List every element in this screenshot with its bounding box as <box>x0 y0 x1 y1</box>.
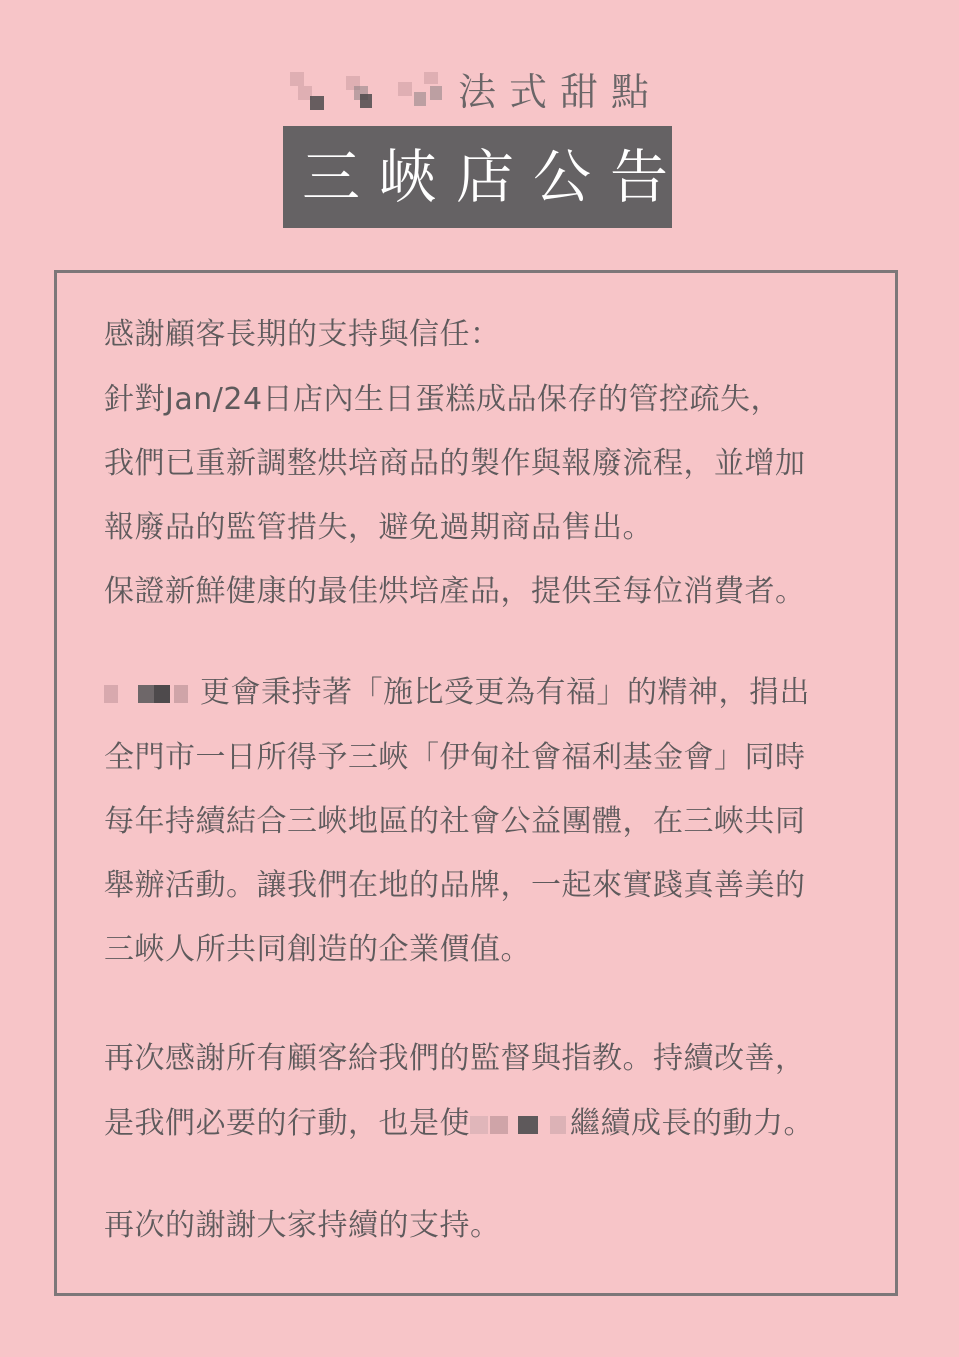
paragraph3-line2-text-b: 繼續成長的動力。 <box>570 1106 814 1141</box>
paragraph1-line2: 我們已重新調整烘培商品的製作與報廢流程，並增加 <box>104 446 806 481</box>
brand-name-mosaic-inline-2 <box>470 1110 570 1140</box>
paragraph1-line4: 保證新鮮健康的最佳烘培產品，提供至每位消費者。 <box>104 574 806 609</box>
paragraph2-line5: 三峽人所共同創造的企業價值。 <box>104 932 531 967</box>
paragraph3-line2 <box>104 1104 814 1144</box>
paragraph2-line2: 全門市一日所得予三峽「伊甸社會福利基金會」同時 <box>104 740 806 775</box>
page-title: 三峽店公告 <box>283 126 672 228</box>
brand-name-mosaic-inline <box>104 679 200 709</box>
paragraph1-line3: 報廢品的監管措失，避免過期商品售出。 <box>104 510 653 545</box>
paragraph2-line3: 每年持續結合三峽地區的社會公益團體，在三峽共同 <box>104 804 806 839</box>
paragraph1-line1: 針對Jan/24日店內生日蛋糕成品保存的管控疏失， <box>104 382 782 417</box>
paragraph3-line1: 再次感謝所有顧客給我們的監督與指教。持續改善， <box>104 1041 806 1076</box>
paragraph2-line4: 舉辦活動。讓我們在地的品牌，一起來實踐真善美的 <box>104 868 806 903</box>
paragraph3-line2-text-a: 是我們必要的行動，也是使 <box>104 1106 470 1141</box>
closing-line: 再次的謝謝大家持續的支持。 <box>104 1208 501 1243</box>
brand-subtitle: 法式甜點 <box>458 70 663 114</box>
brand-header <box>0 66 959 118</box>
paragraph2-line1-text: 更會秉持著「施比受更為有福」的精神，捐出 <box>200 675 810 710</box>
brand-name-mosaic <box>290 72 452 116</box>
greeting-line: 感謝顧客長期的支持與信任： <box>104 317 501 352</box>
paragraph2-line1 <box>104 673 810 713</box>
